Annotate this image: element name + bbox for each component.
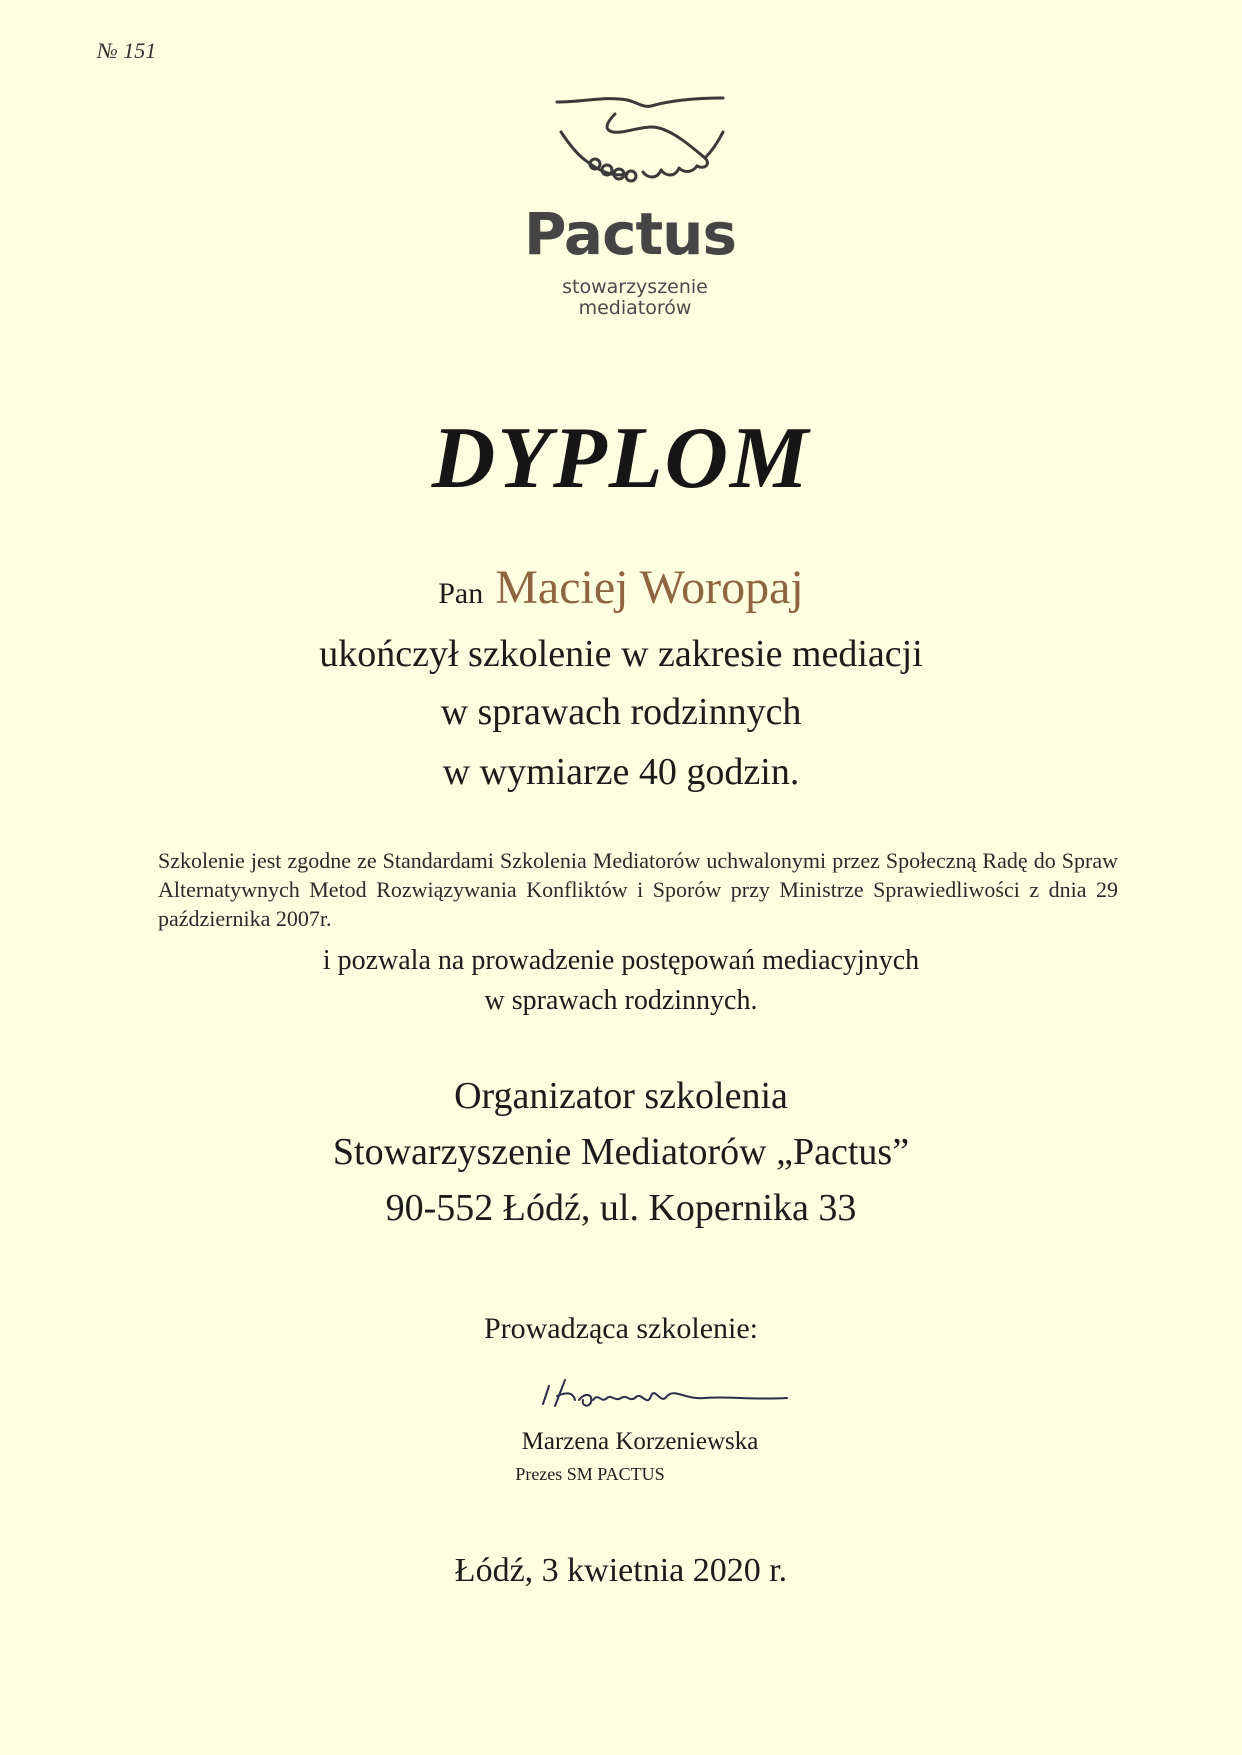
recipient-title: Pan [438,577,484,610]
signer-name: Marzena Korzeniewska [521,1428,759,1455]
body-line-2: w sprawach rodzinnych [440,691,802,733]
handwritten-signature [535,1372,795,1412]
handshake-icon [555,92,725,190]
logo-name: Pactus [523,200,736,268]
body-line-1: ukończył szkolenie w zakresie mediacji [319,633,923,675]
diploma-title: DYPLOM [431,410,811,507]
trainer-label: Prowadząca szkolenie: [483,1312,759,1345]
logo-subtitle-line1: stowarzyszenie [562,276,708,298]
permission-line-2: w sprawach rodzinnych. [484,985,758,1016]
signer-role: Prezes SM PACTUS [515,1464,665,1484]
organizer-name: Stowarzyszenie Mediatorów „Pactus” [332,1131,910,1173]
organizer-heading: Organizator szkolenia [454,1075,788,1117]
standards-paragraph: Szkolenie jest zgodne ze Standardami Szkolenia Mediatorów uchwalonymi przez Społeczną Radę do Spraw Alternatywnych Metod Rozwiązywania Konfliktów i Sporów przy Ministrze Sprawiedliwości z dnia 29 października 2007r. [158,848,1118,931]
organizer-address: 90-552 Łódź, ul. Kopernika 33 [385,1187,857,1229]
place-date: Łódź, 3 kwietnia 2020 r. [454,1552,788,1589]
recipient-name: Maciej Woropaj [495,561,804,614]
body-line-3: w wymiarze 40 godzin. [442,751,800,793]
permission-line-1: i pozwala na prowadzenie postępowań mediacyjnych [322,945,920,976]
logo-subtitle-line2: mediatorów [578,297,692,319]
document-number: № 151 [97,38,157,63]
recipient-line [0,560,1242,615]
